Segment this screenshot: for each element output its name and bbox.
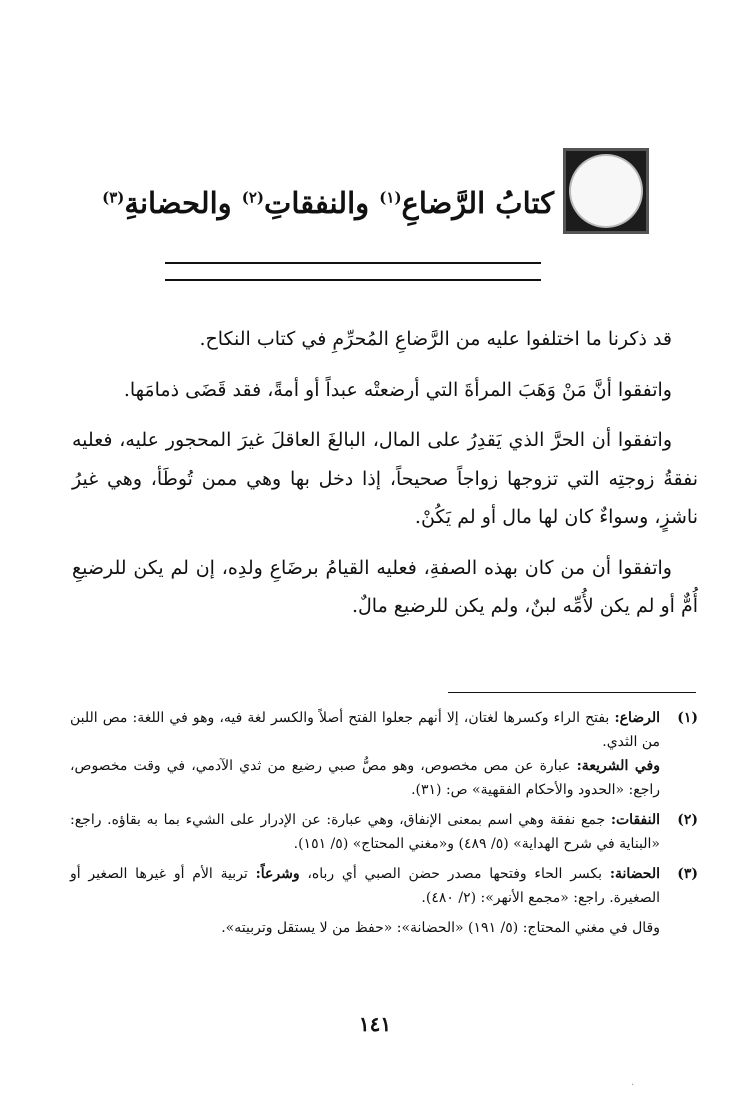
footnote-separator: [448, 692, 696, 693]
footnote-entry: [70, 808, 660, 856]
main-text: [72, 320, 698, 638]
footnote-number: (٢): [677, 812, 698, 828]
footnote-3-continuation: وقال في مغني المحتاج: (٥/ ١٩١) «الحضانة»: «حفظ من لا يستقل وتربيته».: [221, 920, 660, 936]
footnote-term: وفي الشريعة:: [576, 758, 660, 774]
footnote-text: بكسر الحاء وفتحها مصدر حضن الصبي أي رباه،: [307, 866, 603, 882]
title-part-nursing: كتابُ الرَّضاعِ: [401, 186, 554, 220]
paragraph-4: واتفقوا أن من كان بهذه الصفةِ، فعليه القيامُ برضَاعِ ولدِه، إن لم يكن للرضيعِ أُمٌّ أو لم يكن لأُمِّه لبنٌ، ولم يكن للرضيع مالٌ.: [72, 556, 698, 617]
chapter-title: [94, 186, 554, 220]
footnote-entry: [70, 706, 660, 754]
title-ref-3[interactable]: (٣): [102, 188, 125, 207]
title-part-expenses: والنفقاتِ: [264, 186, 370, 220]
ornament-ring: [571, 156, 641, 226]
footnote-1: [70, 706, 698, 802]
footnote-entry: [70, 862, 660, 910]
footnote-text: جمع نفقة وهي اسم بمعنى الإنفاق، وهي عبارة: عن الإدرار على الشيء بما به بقاؤه. راجع: «البناية في شرح الهداية» (٥/ ٤٨٩) و«مغني المحتاج» (٥/ ١٥١).: [70, 812, 660, 852]
page-number: ١٤١: [358, 1012, 392, 1036]
title-ref-1[interactable]: (١): [379, 188, 402, 207]
footnote-2: [70, 808, 698, 856]
footnote-term: الحضانة:: [609, 866, 660, 882]
title-rule-top: [165, 262, 541, 264]
circle-in-square-ornament-icon: [563, 148, 649, 234]
footnote-3: [70, 862, 698, 910]
footnote-term: النفقات:: [610, 812, 660, 828]
paragraph-3: واتفقوا أن الحرَّ الذي يَقدِرُ على المال، البالغَ العاقلَ غيرَ المحجور عليه، فعليه نفقةُ زوجتِه التي تزوجها زواجاً صحيحاً، إذا دخل بها وهي ممن تُوطَأ، وهي غيرُ ناشزٍ، وسواءٌ كان لها مال أو لم يَكُنْ.: [72, 429, 698, 528]
footnote-text: تربية الأم أو غيرها الصغير أو الصغيرة. راجع: «مجمع الأنهر»: (٢/ ٤٨٠).: [70, 866, 660, 906]
title-part-custody: والحضانةِ: [124, 186, 232, 220]
corner-mark: ·: [631, 1080, 635, 1091]
footnote-text: عبارة عن مص مخصوص، وهو مصُّ صبي رضيع من ثدي الآدمي، في وقت مخصوص، راجع: «الحدود والأحكام الفقهية» ص: (٣١).: [70, 758, 660, 798]
paragraph-2: واتفقوا أنَّ مَنْ وَهَبَ المرأةَ التي أرضعتْه عبداً أو أمةً، فقد قَضَى ذمامَها.: [123, 378, 672, 401]
paragraph-1: قد ذكرنا ما اختلفوا عليه من الرَّضاعِ المُحرِّمِ في كتاب النكاح.: [199, 328, 672, 350]
footnote-term: الرضاع:: [614, 710, 660, 726]
footnotes: [70, 706, 698, 940]
footnote-number: (١): [677, 710, 698, 726]
footnote-text: بفتح الراء وكسرها لغتان، إلا أنهم جعلوا الفتح أصلاً والكسر لغة فيه، وهو في اللغة: مص اللبن من الثدي.: [70, 710, 660, 750]
title-ref-2[interactable]: (٢): [241, 188, 265, 207]
footnote-number: (٣): [677, 866, 698, 882]
title-rule-bottom: [165, 279, 541, 281]
footnote-term: وشرعاً:: [255, 866, 300, 882]
footnote-entry: [70, 754, 660, 802]
